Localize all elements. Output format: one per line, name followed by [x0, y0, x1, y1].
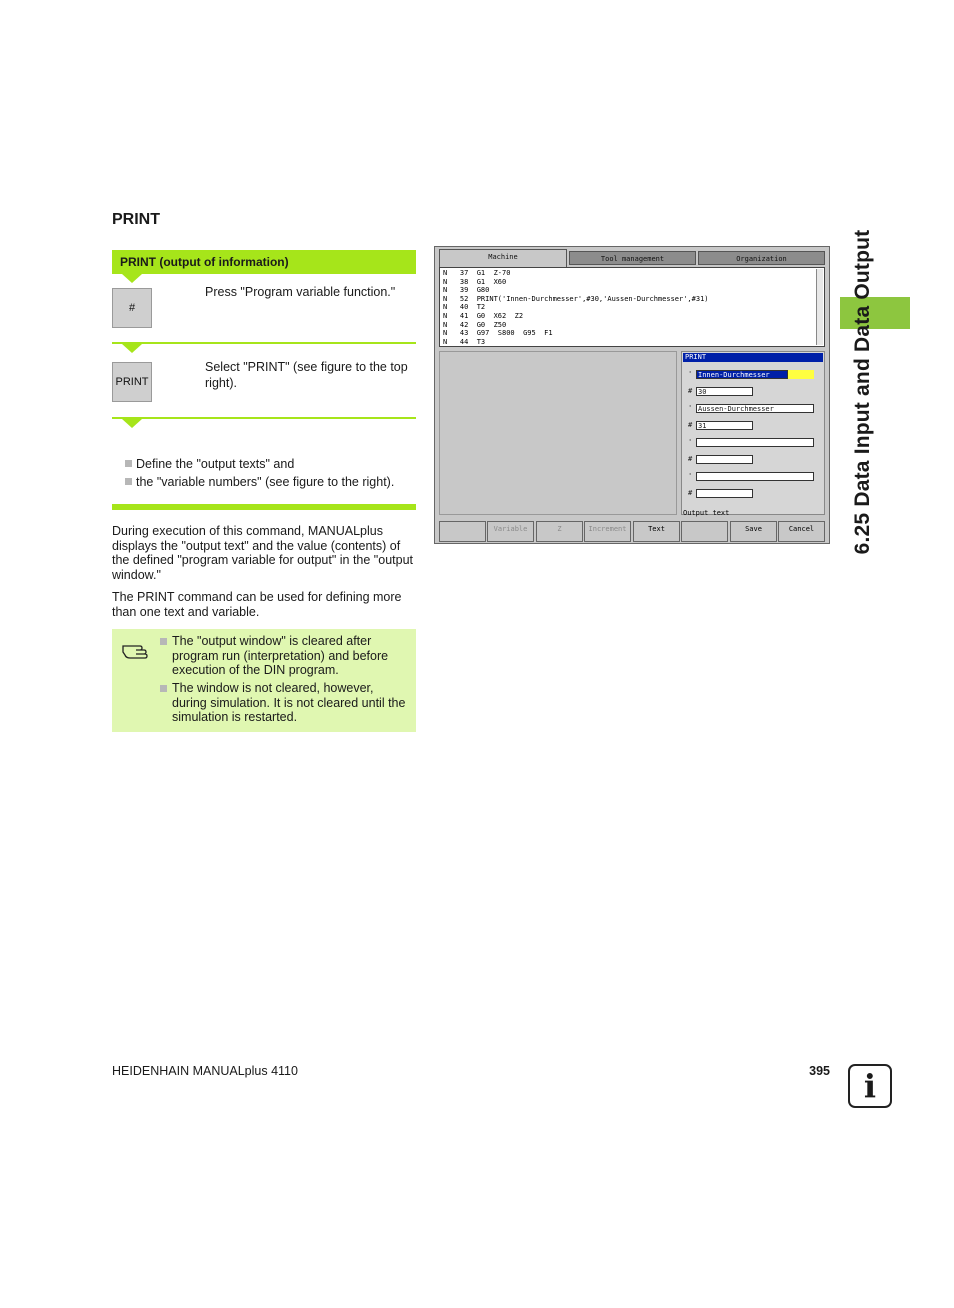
step-2-text: Select "PRINT" (see figure to the top right). — [205, 360, 408, 390]
status-line: Output text — [683, 509, 730, 517]
paragraph: During execution of this command, MANUALplus displays the "output text" and the value (contents) of the defined "program variable for output" in the "output window." — [112, 524, 414, 582]
softkey-cancel[interactable]: Cancel — [778, 521, 825, 542]
code-line: N 40 T2 — [443, 303, 486, 312]
input-cursor — [788, 370, 814, 379]
pointing-hand-icon — [122, 639, 152, 659]
field-mark: ' — [688, 472, 693, 480]
field-mark: # — [688, 387, 693, 395]
code-line: N 44 T3 — [443, 337, 486, 346]
tab-organization[interactable]: Organization — [698, 251, 825, 265]
program-editor[interactable] — [439, 267, 825, 347]
procedure-title: PRINT (output of information) — [120, 255, 289, 269]
field-mark: ' — [688, 370, 693, 378]
dialog-title: PRINT — [683, 353, 823, 362]
footer-product: HEIDENHAIN MANUALplus 4110 — [112, 1064, 298, 1078]
note-box — [112, 629, 416, 732]
output-text-field-2[interactable]: Aussen-Durchmesser — [696, 404, 814, 413]
note-item: The window is not cleared, however, during simulation. It is not cleared until the simulation is restarted. — [172, 681, 408, 725]
variable-number-field-3[interactable] — [696, 455, 753, 464]
field-mark: ' — [688, 404, 693, 412]
info-icon: i — [848, 1064, 892, 1108]
tab-machine[interactable]: Machine — [439, 249, 567, 267]
softkey-row — [439, 521, 825, 542]
field-mark: # — [688, 455, 693, 463]
program-variable-key[interactable] — [112, 288, 152, 328]
field-mark: ' — [688, 438, 693, 446]
print-softkey[interactable] — [112, 362, 152, 402]
code-line: N 52 PRINT('Innen-Durchmesser',#30,'Aussen-Durchmesser',#31) — [443, 294, 709, 303]
note-item: The "output window" is cleared after program run (interpretation) and before execution of the DIN program. — [172, 634, 408, 678]
field-mark: # — [688, 489, 693, 497]
code-line: N 42 G0 Z50 — [443, 320, 507, 329]
output-text-field-4[interactable] — [696, 472, 814, 481]
softkey-text[interactable]: Text — [633, 521, 680, 542]
output-text-field-1[interactable]: Innen-Durchmesser — [696, 370, 788, 379]
softkey-empty[interactable] — [681, 521, 728, 542]
code-line: N 37 G1 Z-70 — [443, 269, 511, 277]
code-line: N 43 G97 S800 G95 F1 — [443, 329, 553, 338]
step-arrow — [122, 344, 142, 353]
bullet-square-icon — [125, 460, 132, 467]
key-label: PRINT — [115, 376, 149, 388]
print-dialog — [681, 351, 825, 515]
step-arrow — [122, 274, 142, 283]
softkey-increment[interactable]: Increment — [584, 521, 631, 542]
section-end-bar — [112, 504, 416, 510]
section-heading: PRINT — [112, 211, 160, 228]
tab-tool-management[interactable]: Tool management — [569, 251, 696, 265]
bullet-item: the "variable numbers" (see figure to the right). — [125, 473, 394, 491]
bullet-square-icon — [125, 478, 132, 485]
variable-number-field-1[interactable]: 30 — [696, 387, 753, 396]
mode-tabs — [439, 249, 825, 267]
code-line: N 39 G80 — [443, 286, 490, 295]
softkey-empty[interactable] — [439, 521, 486, 542]
output-text-field-3[interactable] — [696, 438, 814, 447]
key-label: # — [128, 302, 136, 314]
procedure-title-bar — [112, 250, 416, 274]
step-arrow — [122, 419, 142, 428]
paragraph: The PRINT command can be used for defining more than one text and variable. — [112, 590, 402, 619]
code-line: N 38 G1 X60 — [443, 277, 507, 286]
bullet-item: Define the "output texts" and — [125, 455, 294, 473]
softkey-save[interactable]: Save — [730, 521, 777, 542]
field-mark: # — [688, 421, 693, 429]
code-line: N 41 G0 X62 Z2 — [443, 312, 524, 320]
graphics-window — [439, 351, 677, 515]
variable-number-field-2[interactable]: 31 — [696, 421, 753, 430]
control-screenshot — [434, 246, 830, 544]
bullet-square-icon — [160, 685, 167, 692]
bullet-square-icon — [160, 638, 167, 645]
step-1-text: Press "Program variable function." — [205, 285, 396, 299]
divider — [112, 417, 416, 419]
softkey-variable[interactable]: Variable — [487, 521, 534, 542]
softkey-z[interactable]: Z — [536, 521, 583, 542]
variable-number-field-4[interactable] — [696, 489, 753, 498]
chapter-title: 6.25 Data Input and Data Output — [851, 229, 874, 555]
editor-scrollbar[interactable] — [816, 269, 823, 345]
page-number: 395 — [809, 1064, 830, 1078]
divider — [112, 342, 416, 344]
